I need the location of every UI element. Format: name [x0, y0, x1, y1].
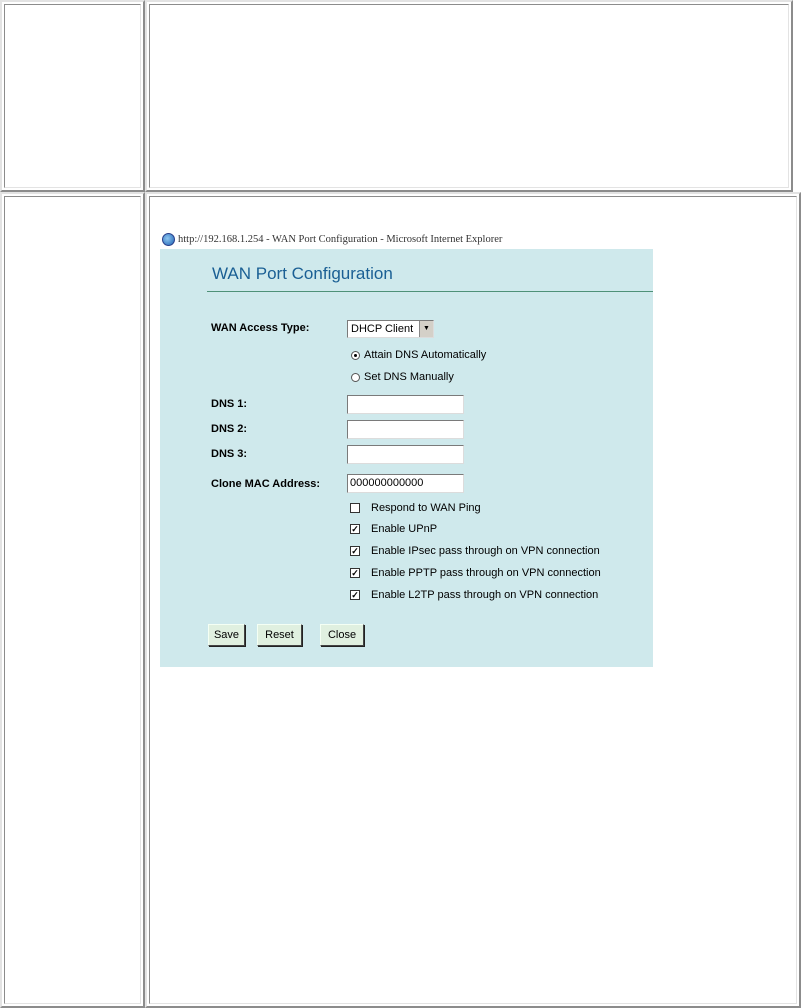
enable-pptp-label: Enable PPTP pass through on VPN connection: [371, 567, 601, 579]
dns-manual-radio[interactable]: [351, 373, 360, 382]
enable-ipsec-label: Enable IPsec pass through on VPN connection: [371, 545, 600, 557]
enable-ipsec-checkbox[interactable]: ✓: [351, 546, 359, 556]
dns-auto-radio[interactable]: [351, 351, 360, 360]
heading-divider: [207, 291, 653, 292]
browser-window: [160, 231, 653, 667]
wan-access-type-label: WAN Access Type:: [211, 322, 310, 334]
reset-button[interactable]: Reset: [257, 624, 302, 646]
browser-title: http://192.168.1.254 - WAN Port Configuration - Microsoft Internet Explorer: [178, 234, 503, 245]
dns1-label: DNS 1:: [211, 398, 248, 410]
clone-mac-label: Clone MAC Address:: [211, 478, 320, 490]
clone-mac-field[interactable]: 000000000000: [347, 474, 464, 493]
respond-wan-ping-label: Respond to WAN Ping: [371, 502, 481, 514]
enable-upnp-checkbox[interactable]: ✓: [351, 524, 359, 534]
enable-l2tp-label: Enable L2TP pass through on VPN connection: [371, 589, 599, 601]
doc-table-cell-top-left-inner: [4, 4, 141, 188]
dns-auto-label: Attain DNS Automatically: [364, 349, 487, 361]
enable-l2tp-checkbox[interactable]: ✓: [351, 590, 359, 600]
chevron-down-icon[interactable]: ▼: [419, 321, 433, 337]
dns3-field[interactable]: [347, 445, 464, 464]
enable-upnp-label: Enable UPnP: [371, 523, 438, 535]
dns1-field[interactable]: [347, 395, 464, 414]
dns2-field[interactable]: [347, 420, 464, 439]
respond-wan-ping-checkbox[interactable]: [350, 503, 360, 513]
doc-table-cell-top-right-inner: [149, 4, 789, 188]
dns-manual-label: Set DNS Manually: [364, 371, 454, 383]
dns2-label: DNS 2:: [211, 423, 248, 435]
internet-explorer-icon: [162, 233, 175, 246]
save-button[interactable]: Save: [208, 624, 245, 646]
wan-access-type-select[interactable]: [347, 320, 434, 338]
page-heading: WAN Port Configuration: [212, 264, 393, 283]
browser-title-bar: [160, 231, 653, 249]
doc-table-cell-bottom-left-inner: [4, 196, 141, 1004]
dns3-label: DNS 3:: [211, 448, 248, 460]
wan-access-type-value: DHCP Client: [351, 323, 414, 335]
enable-pptp-checkbox[interactable]: ✓: [351, 568, 359, 578]
close-button[interactable]: Close: [320, 624, 364, 646]
